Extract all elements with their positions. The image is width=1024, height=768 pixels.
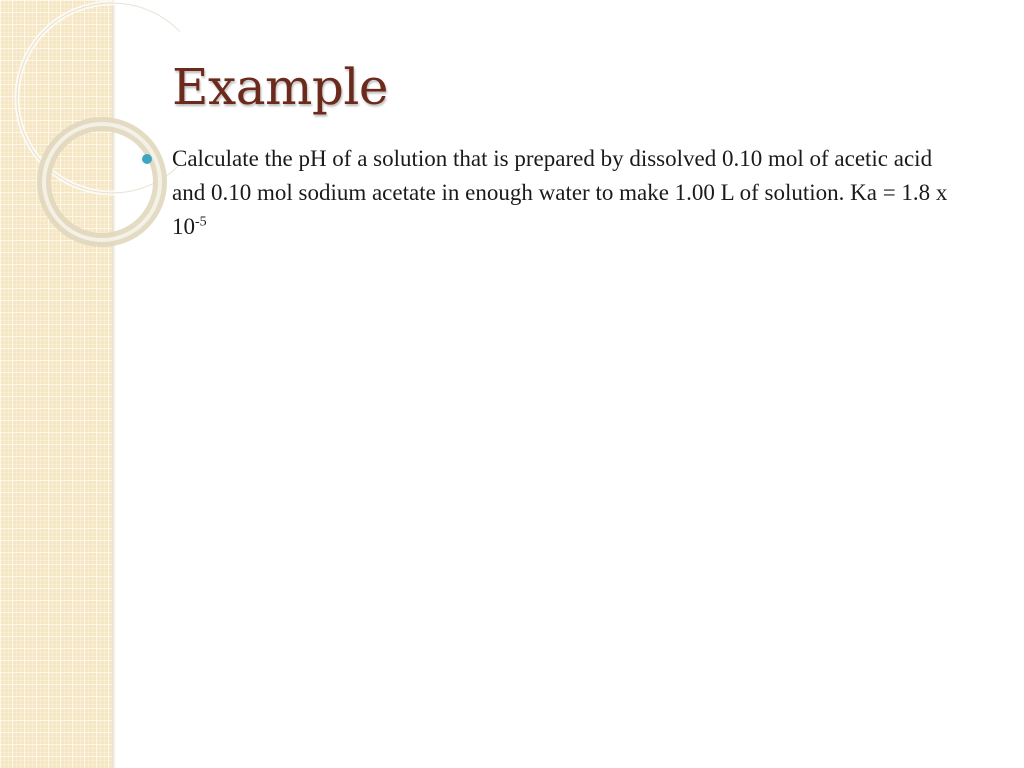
- slide-body: [140, 142, 970, 244]
- slide-title: Example: [172, 58, 389, 116]
- bullet-text-body: Calculate the pH of a solution that is prepared by dissolved 0.10 mol of acetic acid and 0.10 mol sodium acetate in enough water to make 1.00 L of solution. Ka = 1.8 x 10: [172, 146, 948, 239]
- bullet-text: [172, 142, 970, 244]
- bullet-item: [140, 142, 970, 244]
- bullet-dot-icon: [142, 154, 152, 164]
- ka-exponent: -5: [195, 214, 207, 230]
